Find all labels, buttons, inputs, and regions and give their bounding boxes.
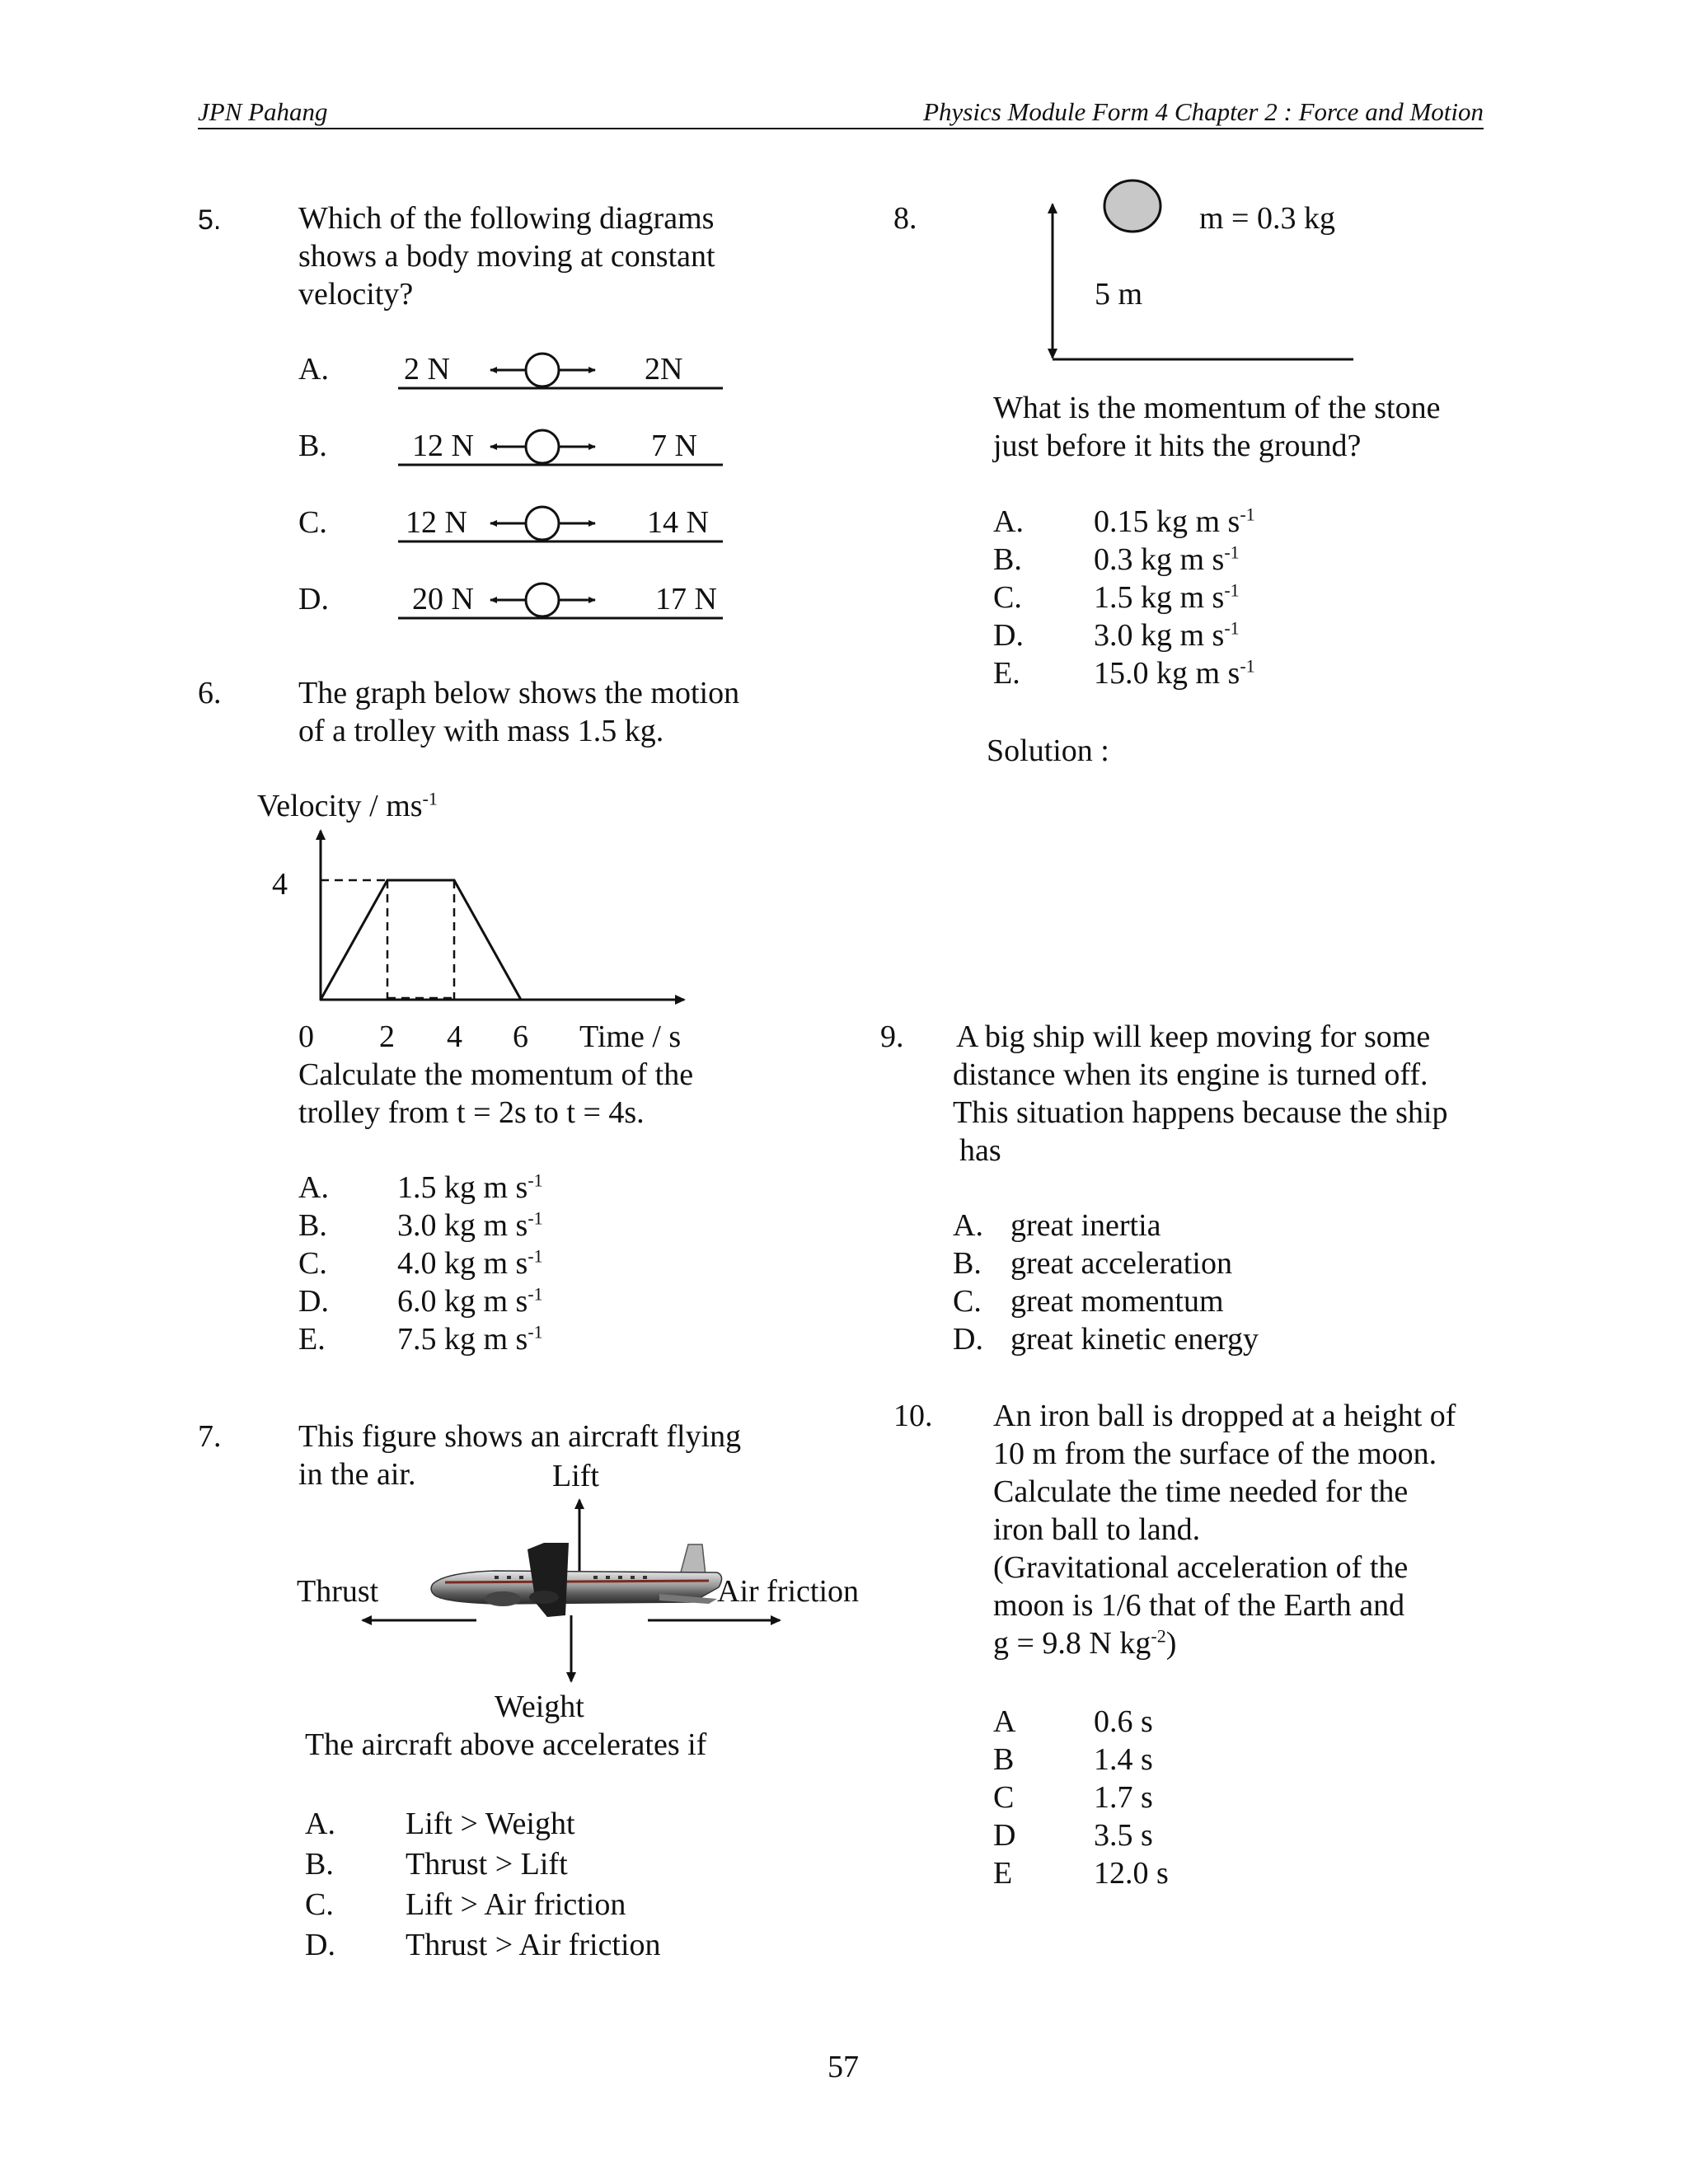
q6-number: 6. bbox=[198, 676, 222, 710]
q8-option-b: B. 0.3 kg m $s^{-1}$ bbox=[993, 541, 1240, 577]
q7-option-c: C. Lift > Air friction bbox=[305, 1887, 626, 1922]
q8-option-e: E. 15.0 kg m $s^{-1}$ bbox=[993, 655, 1255, 691]
q6-graph-xtick-0: 0 bbox=[298, 1019, 314, 1054]
q10-line-4: iron ball to land. bbox=[993, 1512, 1201, 1547]
q7-line-1: This figure shows an aircraft flying bbox=[298, 1419, 742, 1454]
q5-number: 5. bbox=[198, 204, 222, 236]
q10-option-c: C 1.7 s bbox=[993, 1780, 1153, 1815]
q6-graph-ylabel: Velocity / $ms^{-1}$ bbox=[257, 788, 438, 823]
q6-graph-xlabel: Time / s bbox=[579, 1019, 682, 1054]
q9-option-b: B. great acceleration bbox=[953, 1246, 1232, 1281]
q7-label-weight: Weight bbox=[495, 1690, 584, 1724]
q8-number: 8. bbox=[893, 201, 917, 236]
q6-option-d: D. 6.0 kg m $s^{-1}$ bbox=[298, 1283, 543, 1319]
q10-line-6: moon is 1/6 that of the Earth and bbox=[993, 1588, 1405, 1623]
q10-line-5: (Gravitational acceleration of the bbox=[993, 1550, 1409, 1585]
q9-line-2: distance when its engine is turned off. bbox=[953, 1057, 1428, 1092]
header-right: Physics Module Form 4 Chapter 2 : Force and Motion bbox=[923, 97, 1484, 126]
q8-line-1: What is the momentum of the stone bbox=[993, 391, 1441, 425]
q9-option-a: A. great inertia bbox=[953, 1208, 1161, 1243]
q5-option-c-left-force: 12 N bbox=[406, 505, 467, 540]
q6-option-a: A. 1.5 kg m $s^{-1}$ bbox=[298, 1169, 543, 1205]
q6-line-1: The graph below shows the motion bbox=[298, 676, 740, 710]
q6-graph-ytick: 4 bbox=[272, 867, 288, 902]
q8-mass-label: m = 0.3 kg bbox=[1199, 201, 1335, 236]
q7-option-a: A. Lift > Weight bbox=[305, 1807, 575, 1841]
q9-line-1: A big ship will keep moving for some bbox=[956, 1019, 1431, 1054]
q5-option-d-letter: D. bbox=[298, 582, 329, 616]
q7-line-2: in the air. bbox=[298, 1457, 416, 1492]
q6-option-b: B. 3.0 kg m $s^{-1}$ bbox=[298, 1207, 543, 1243]
q5-line-2: shows a body moving at constant bbox=[298, 239, 715, 274]
q6-question-line-2: trolley from t = 2s to t = 4s. bbox=[298, 1095, 645, 1130]
q8-option-c: C. 1.5 kg m $s^{-1}$ bbox=[993, 579, 1240, 615]
q7-number: 7. bbox=[198, 1419, 222, 1454]
q8-solution-label: Solution : bbox=[987, 733, 1109, 768]
q6-graph-xtick-2: 2 bbox=[379, 1019, 395, 1054]
q6-line-2: of a trolley with mass 1.5 kg. bbox=[298, 714, 664, 748]
q9-option-d: D. great kinetic energy bbox=[953, 1322, 1259, 1357]
q8-option-a: A. 0.15 kg m $s^{-1}$ bbox=[993, 504, 1255, 539]
page-number: 57 bbox=[828, 2050, 859, 2084]
q10-option-b: B 1.4 s bbox=[993, 1742, 1153, 1777]
q5-option-b-right-force: 7 N bbox=[651, 429, 697, 463]
q6-question-line-1: Calculate the momentum of the bbox=[298, 1057, 694, 1092]
q6-graph-xtick-4: 4 bbox=[447, 1019, 462, 1054]
q8-height-label: 5 m bbox=[1095, 277, 1143, 312]
q5-option-c-letter: C. bbox=[298, 505, 327, 540]
q7-label-thrust: Thrust bbox=[297, 1574, 379, 1609]
q5-line-3: velocity? bbox=[298, 277, 414, 312]
q5-line-1: Which of the following diagrams bbox=[298, 201, 715, 236]
q7-option-b: B. Thrust > Lift bbox=[305, 1847, 568, 1882]
q5-option-c-right-force: 14 N bbox=[647, 505, 709, 540]
q9-line-3: This situation happens because the ship bbox=[953, 1095, 1448, 1130]
stone-icon bbox=[1104, 180, 1160, 232]
q5-option-a-letter: A. bbox=[298, 352, 329, 387]
q10-line-2: 10 m from the surface of the moon. bbox=[993, 1436, 1437, 1471]
q7-label-air-friction: Air friction bbox=[717, 1574, 860, 1609]
q6-option-c: C. 4.0 kg m $s^{-1}$ bbox=[298, 1245, 543, 1281]
q7-question: The aircraft above accelerates if bbox=[305, 1727, 707, 1762]
q10-line-7: g = 9.8 N $kg^{-2}$) bbox=[993, 1625, 1177, 1661]
q5-option-a-left-force: 2 N bbox=[404, 352, 450, 387]
q6-graph-xtick-6: 6 bbox=[513, 1019, 528, 1054]
q10-line-1: An iron ball is dropped at a height of bbox=[993, 1399, 1456, 1433]
q9-option-c: C. great momentum bbox=[953, 1284, 1224, 1319]
q5-option-b-left-force: 12 N bbox=[412, 429, 474, 463]
q5-option-d-left-force: 20 N bbox=[412, 582, 474, 616]
q6-option-e: E. 7.5 kg m $s^{-1}$ bbox=[298, 1321, 543, 1357]
q10-line-3: Calculate the time needed for the bbox=[993, 1474, 1409, 1509]
q8-line-2: just before it hits the ground? bbox=[993, 429, 1362, 463]
q10-number: 10. bbox=[893, 1399, 933, 1433]
q9-line-4: has bbox=[959, 1133, 1001, 1168]
q7-label-lift: Lift bbox=[552, 1459, 599, 1493]
q5-option-b-letter: B. bbox=[298, 429, 327, 463]
q10-option-e: E 12.0 s bbox=[993, 1856, 1169, 1891]
q10-option-a: A 0.6 s bbox=[993, 1704, 1153, 1739]
q9-number: 9. bbox=[880, 1019, 904, 1054]
header-left: JPN Pahang bbox=[198, 97, 328, 126]
q5-option-d-right-force: 17 N bbox=[655, 582, 717, 616]
q10-option-d: D 3.5 s bbox=[993, 1818, 1153, 1853]
q5-option-a-right-force: 2N bbox=[645, 352, 683, 387]
q8-option-d: D. 3.0 kg m $s^{-1}$ bbox=[993, 617, 1240, 653]
q7-option-d: D. Thrust > Air friction bbox=[305, 1928, 661, 1962]
